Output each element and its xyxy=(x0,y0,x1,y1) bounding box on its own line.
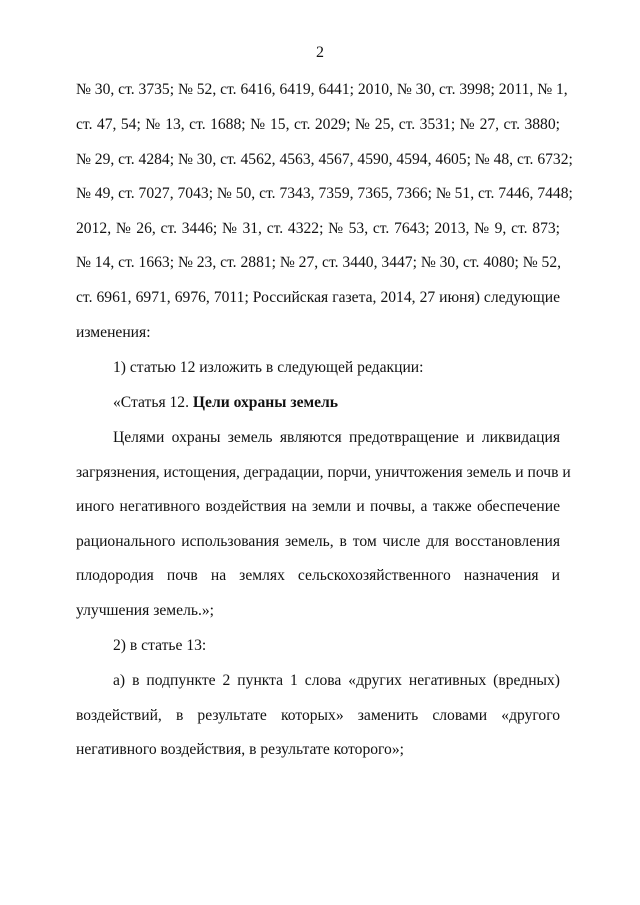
text-line: иного негативного воздействия на земли и почвы, а также обеспечение xyxy=(76,498,560,515)
text-line: 2012, № 26, ст. 3446; № 31, ст. 4322; № 53, ст. 7643; 2013, № 9, ст. 873; xyxy=(76,220,560,237)
article-title: Цели охраны земель xyxy=(192,394,339,411)
text-line: а) в подпункте 2 пункта 1 слова «других негативных (вредных) xyxy=(113,672,560,689)
text-line: № 30, ст. 3735; № 52, ст. 6416, 6419, 6441; 2010, № 30, ст. 3998; 2011, № 1, xyxy=(76,81,568,98)
text-line: загрязнения, истощения, деградации, порчи, уничтожения земель и почв и xyxy=(76,464,571,481)
article-number: «Статья 12. xyxy=(113,394,193,411)
amendment-item-1: 1) статью 12 изложить в следующей редакции: xyxy=(113,359,424,376)
article-heading xyxy=(113,394,560,412)
text-line: плодородия почв на землях сельскохозяйственного назначения и xyxy=(76,567,560,584)
text-line: ст. 6961, 6971, 6976, 7011; Российская газета, 2014, 27 июня) следующие xyxy=(76,289,560,306)
text-line: негативного воздействия, в результате которого»; xyxy=(76,741,404,758)
page-number: 2 xyxy=(316,44,324,61)
text-line: № 29, ст. 4284; № 30, ст. 4562, 4563, 4567, 4590, 4594, 4605; № 48, ст. 6732; xyxy=(76,151,573,168)
text-line: улучшения земель.»; xyxy=(76,602,215,619)
text-line: ст. 47, 54; № 13, ст. 1688; № 15, ст. 2029; № 25, ст. 3531; № 27, ст. 3880; xyxy=(76,116,560,133)
text-line: рационального использования земель, в том числе для восстановления xyxy=(76,533,560,550)
text-line: № 49, ст. 7027, 7043; № 50, ст. 7343, 7359, 7365, 7366; № 51, ст. 7446, 7448; xyxy=(76,185,573,202)
text-line: Целями охраны земель являются предотвращение и ликвидация xyxy=(113,429,560,446)
text-line: воздействий, в результате которых» заменить словами «другого xyxy=(76,707,560,724)
text-line: № 14, ст. 1663; № 23, ст. 2881; № 27, ст. 3440, 3447; № 30, ст. 4080; № 52, xyxy=(76,254,562,271)
amendment-item-2: 2) в статье 13: xyxy=(113,637,207,654)
text-line: изменения: xyxy=(76,324,151,341)
